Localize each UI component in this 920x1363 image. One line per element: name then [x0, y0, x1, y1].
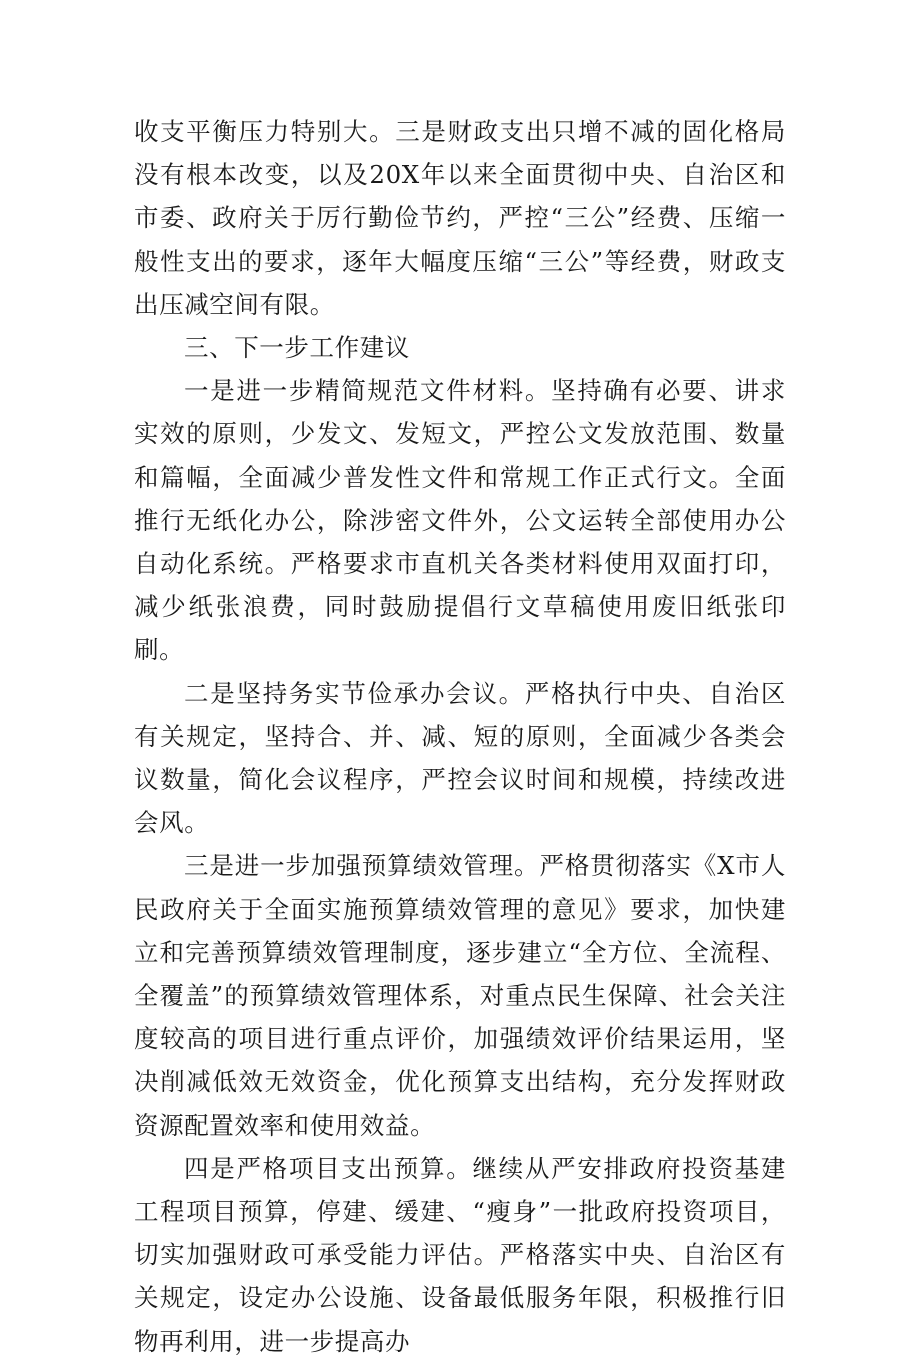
suggestion-paragraph-3: 三是进一步加强预算绩效管理。严格贯彻落实《X市人民政府关于全面实施预算绩效管理的意见》要求，加快建立和完善预算绩效管理制度，逐步建立“全方位、全流程、全覆盖”的预算绩效管理体系，对重点民生保障、社会关注度较高的项目进行重点评价，加强绩效评价结果运用，坚决削减低效无效资金，优化预算支出结构，充分发挥财政资源配置效率和使用效益。: [134, 851, 786, 1140]
suggestion-paragraph-4: 四是严格项目支出预算。继续从严安排政府投资基建工程项目预算，停建、缓建、“瘦身”一批政府投资项目，切实加强财政可承受能力评估。严格落实中央、自治区有关规定，设定办公设施、设备最低服务年限，积极推行旧物再利用，进一步提高办: [134, 1153, 786, 1356]
suggestion-paragraph-1: 一是进一步精简规范文件材料。坚持确有必要、讲求实效的原则，少发文、发短文，严控公文发放范围、数量和篇幅，全面减少普发性文件和常规工作正式行文。全面推行无纸化办公，除涉密文件外，公文运转全部使用办公自动化系统。严格要求市直机关各类材料使用双面打印，减少纸张浪费，同时鼓励提倡行文草稿使用废旧纸张印刷。: [134, 376, 786, 665]
document-body: [134, 110, 786, 1363]
continued-paragraph: 收支平衡压力特别大。三是财政支出只增不减的固化格局没有根本改变，以及20X年以来全面贯彻中央、自治区和市委、政府关于厉行勤俭节约，严控“三公”经费、压缩一般性支出的要求，逐年大幅度压缩“三公”等经费，财政支出压减空间有限。: [134, 117, 786, 319]
section-heading: 三、下一步工作建议: [184, 333, 410, 363]
suggestion-paragraph-2: 二是坚持务实节俭承办会议。严格执行中央、自治区有关规定，坚持合、并、减、短的原则，全面减少各类会议数量，简化会议程序，严控会议时间和规模，持续改进会风。: [134, 678, 786, 838]
